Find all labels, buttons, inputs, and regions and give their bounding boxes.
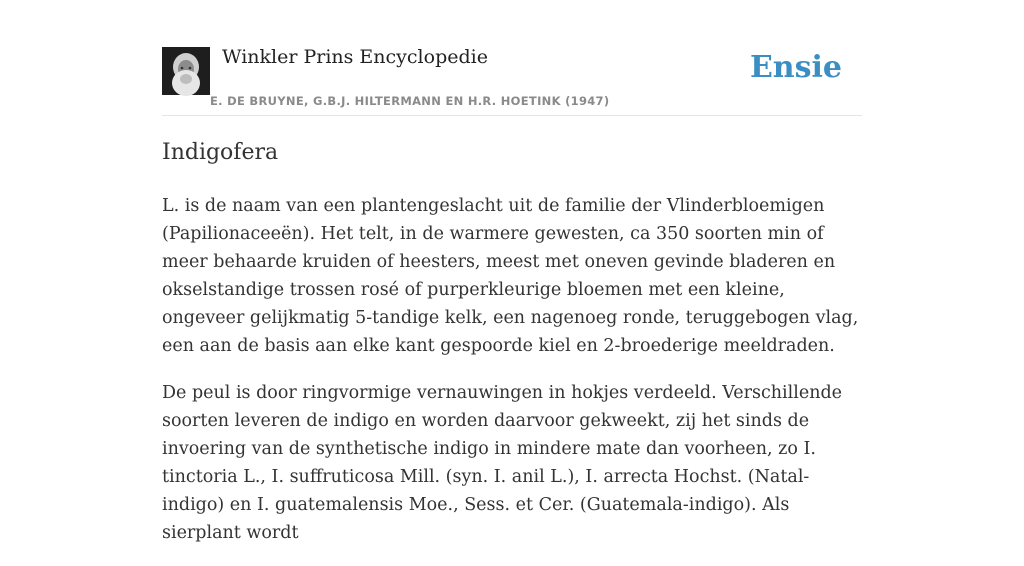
brand-logo-link[interactable]: Ensie xyxy=(749,50,842,85)
article-title: Indigofera xyxy=(162,140,279,165)
avatar xyxy=(162,47,210,95)
article-paragraph: L. is de naam van een plantengeslacht uit de familie der Vlinderbloemigen (Papilionaceeën). Het telt, in de warmere gewesten, ca 350 soorten min of meer behaarde kruiden of heesters, meest met oneven gevinde bladeren en okselstandige trossen rosé of purperkleurige bloemen met een kleine, ongeveer gelijkmatig 5-tandige kelk, een nagenoeg ronde, teruggebogen vlag, een aan de basis aan elke kant gespoorde kiel en 2-broederige meeldraden. xyxy=(162,196,859,356)
site-title-link[interactable]: Winkler Prins Encyclopedie xyxy=(222,46,488,68)
article-paragraph: De peul is door ringvormige vernauwingen in hokjes verdeeld. Verschillende soorten leveren de indigo en worden daarvoor gekweekt, zij het sinds de invoering van de synthetische indigo in mindere mate dan voorheen, zo I. tinctoria L., I. suffruticosa Mill. (syn. I. anil L.), I. arrecta Hochst. (Natal-indigo) en I. guatemalensis Moe., Sess. et Cer. (Guatemala-indigo). Als sierplant wordt xyxy=(162,383,843,543)
portrait-icon xyxy=(162,47,210,95)
article-body xyxy=(162,192,862,566)
site-header xyxy=(162,40,862,116)
authors-line: E. DE BRUYNE, G.B.J. HILTERMANN EN H.R. HOETINK (1947) xyxy=(210,94,610,108)
